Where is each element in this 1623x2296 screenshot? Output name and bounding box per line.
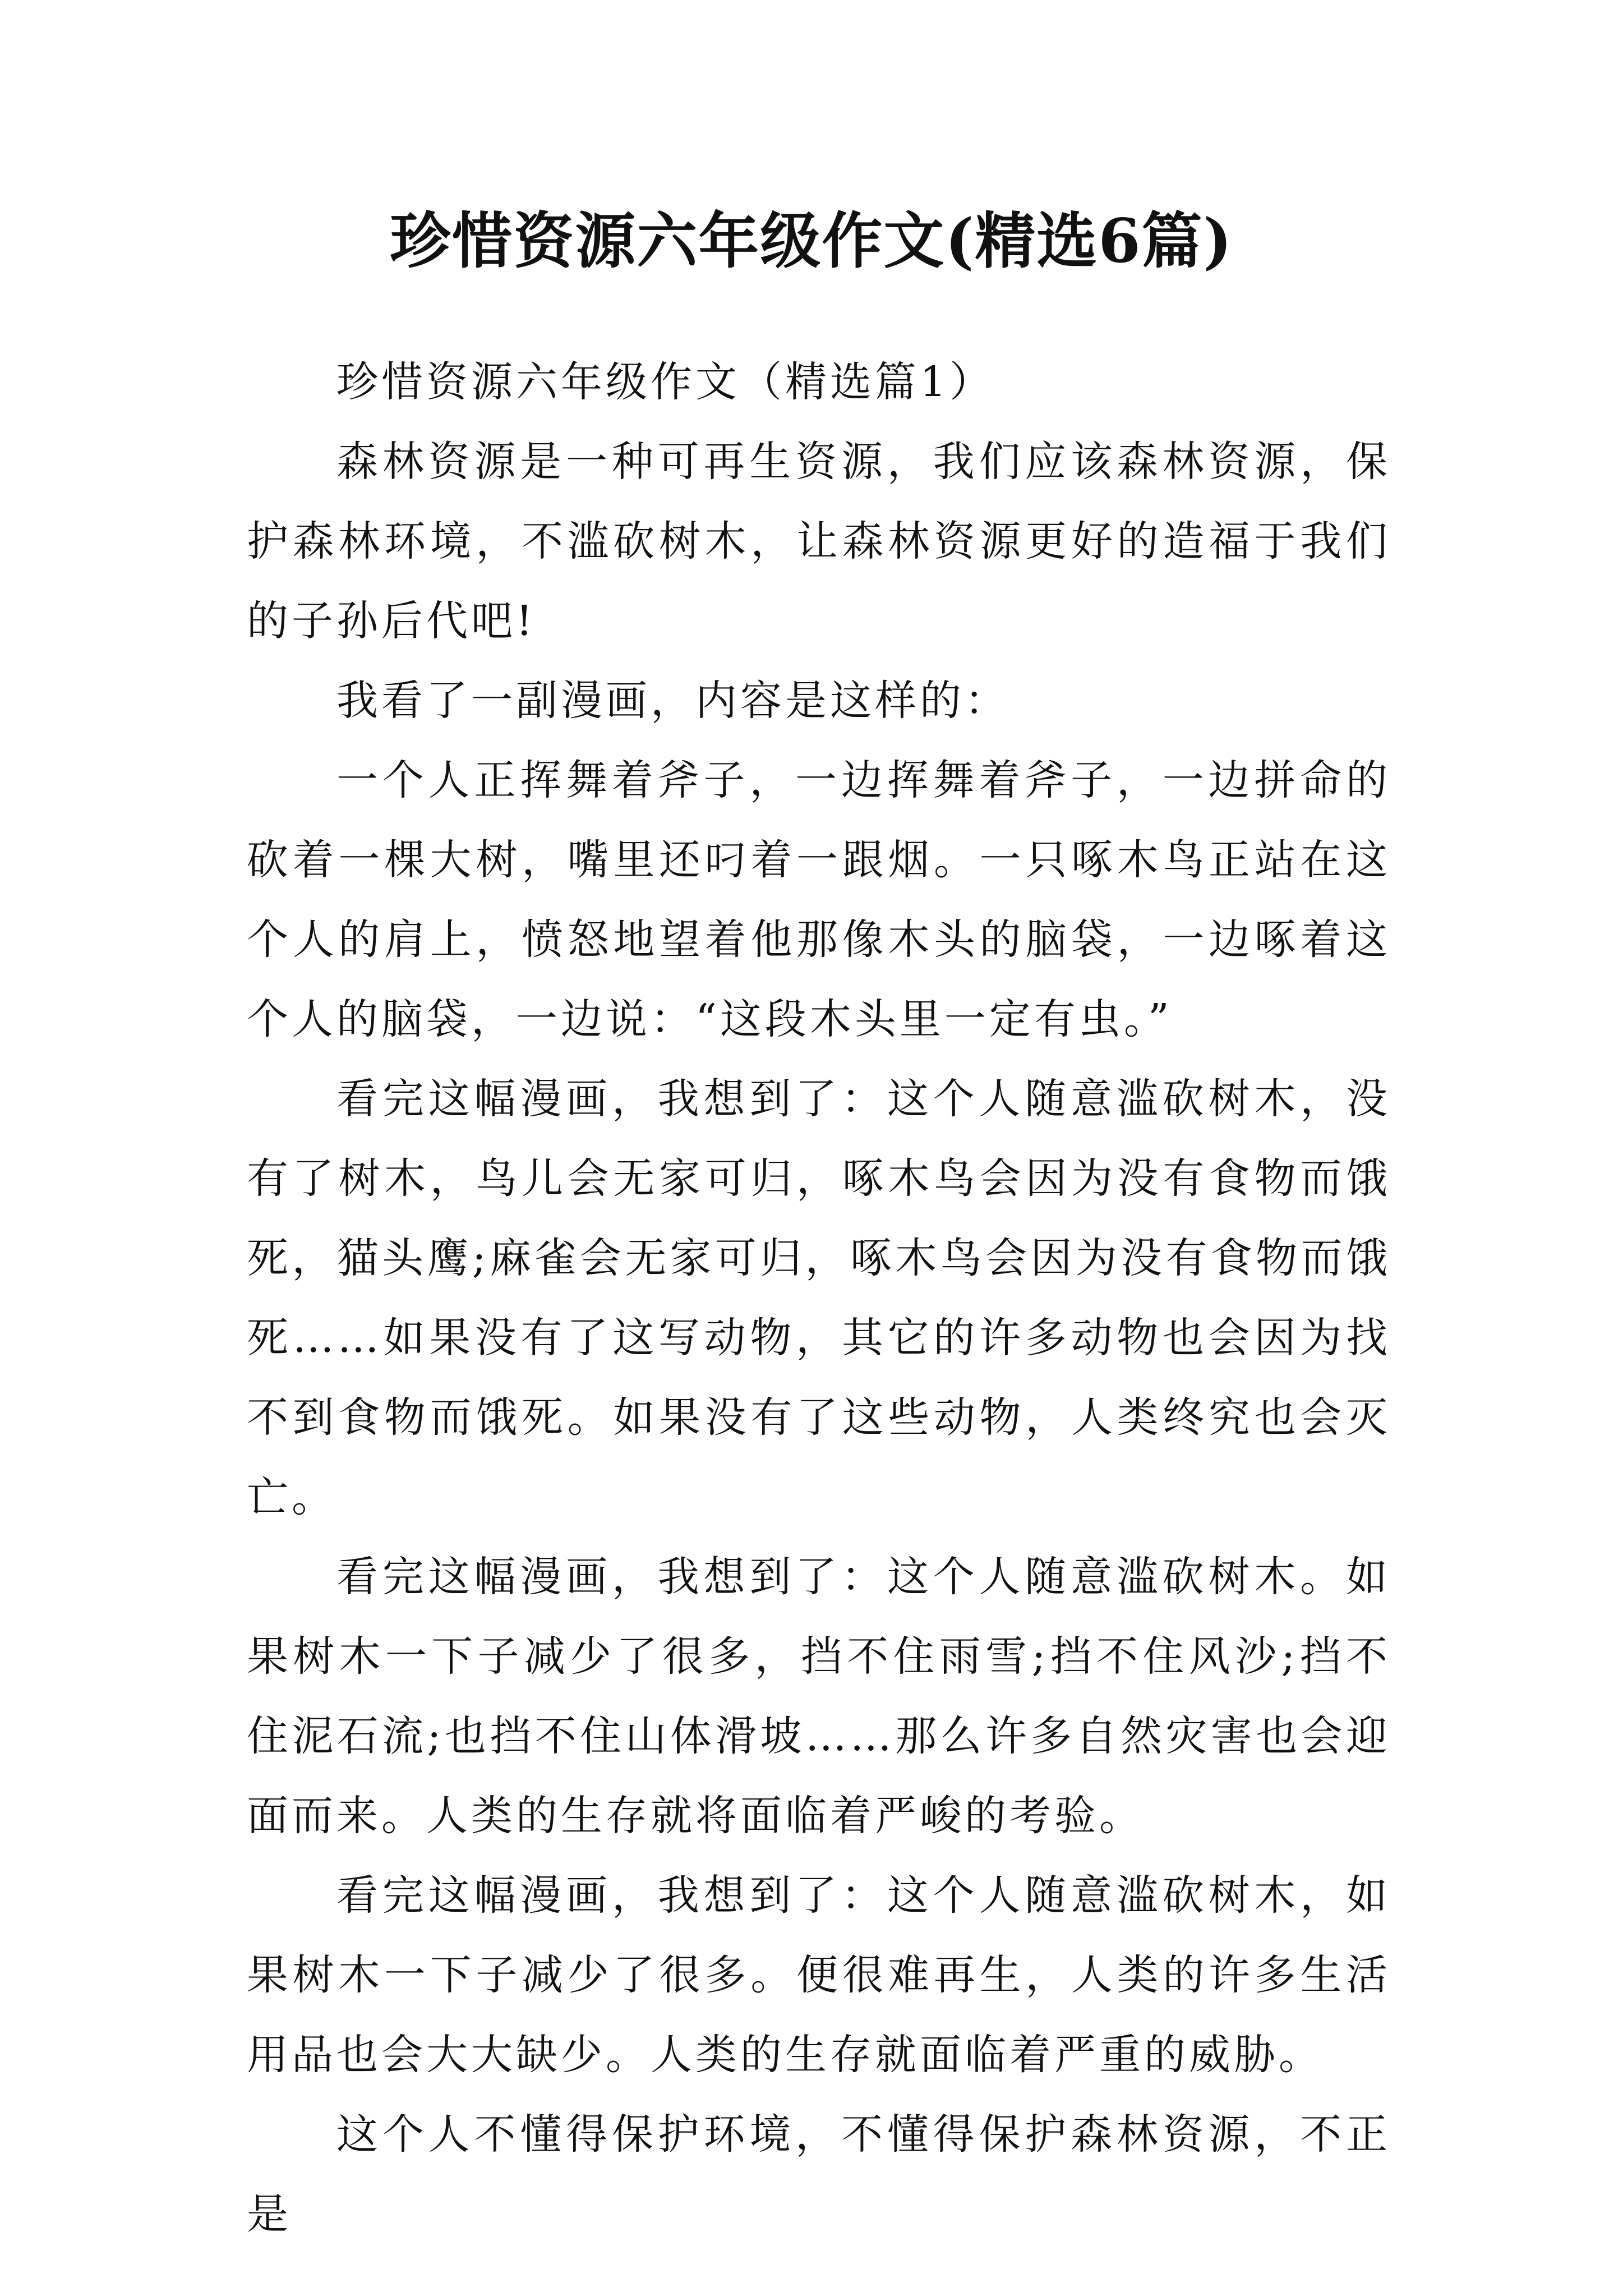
paragraph: 一个人正挥舞着斧子，一边挥舞着斧子，一边拼命的砍着一棵大树，嘴里还叼着一跟烟。一只啄木鸟正站在这个人的肩上，愤怒地望着他那像木头的脑袋，一边啄着这个人的脑袋，一边说：“这段木头里一定有虫。” (247, 756, 1391, 1043)
paragraph: 看完这幅漫画，我想到了：这个人随意滥砍树木。如果树木一下子减少了很多，挡不住雨雪;挡不住风沙;挡不住泥石流;也挡不住山体滑坡……那么许多自然灾害也会迎面而来。人类的生存就将面临着严峻的考验。 (247, 1553, 1391, 1840)
paragraph: 看完这幅漫画，我想到了：这个人随意滥砍树木，没有了树木，鸟儿会无家可归，啄木鸟会因为没有食物而饿死，猫头鹰;麻雀会无家可归，啄木鸟会因为没有食物而饿死……如果没有了这写动物，其它的许多动物也会因为找不到食物而饿死。如果没有了这些动物，人类终究也会灭亡。 (247, 1075, 1391, 1521)
paragraph: 看完这幅漫画，我想到了：这个人随意滥砍树木，如果树木一下子减少了很多。便很难再生，人类的许多生活用品也会大大缺少。人类的生存就面临着严重的威胁。 (247, 1871, 1391, 2079)
paragraph: 这个人不懂得保护环境，不懂得保护森林资源，不正是 (247, 2110, 1391, 2238)
document-body (247, 342, 1391, 2254)
essay-subtitle: 珍惜资源六年级作文（精选篇1） (336, 358, 995, 406)
document-title: 珍惜资源六年级作文(精选6篇) (390, 206, 1233, 277)
paragraph: 森林资源是一种可再生资源，我们应该森林资源，保护森林环境，不滥砍树木，让森林资源更好的造福于我们的子孙后代吧! (247, 438, 1391, 645)
paragraph: 我看了一副漫画，内容是这样的： (336, 677, 1009, 725)
